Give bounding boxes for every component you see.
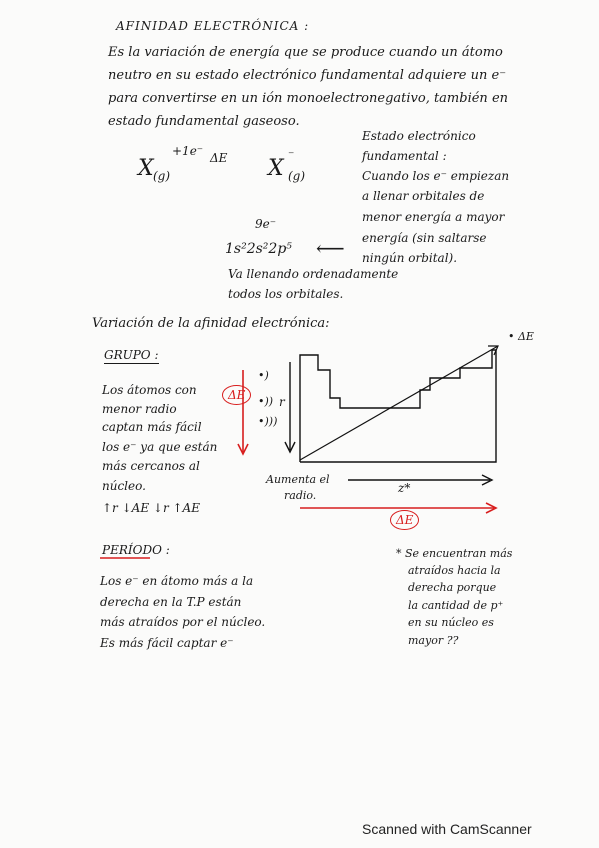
diagram-delta-circled: ΔE — [390, 510, 419, 530]
note-line-6: mayor ?? — [408, 634, 459, 647]
group-text-4: los e⁻ ya que están — [102, 440, 218, 454]
note-line-5: en su núcleo es — [408, 616, 494, 629]
atom-medium: •)) — [258, 395, 274, 408]
periodic-steps — [300, 350, 496, 462]
top-right-delta: • ΔE — [508, 330, 534, 343]
product-symbol: X — [268, 156, 284, 181]
group-rule: ↑r ↓AE ↓r ↑AE — [102, 501, 200, 515]
ground-state-line-7: ningún orbital). — [362, 251, 458, 265]
intro-line-3: para convertirse en un ión monoelectronegativo, también en — [108, 91, 509, 106]
ground-state-line-2: fundamental : — [362, 149, 447, 163]
period-heading: PERÍODO : — [102, 543, 170, 557]
group-heading: GRUPO : — [104, 348, 159, 362]
period-text-3: más atraídos por el núcleo. — [100, 615, 266, 629]
group-text-6: núcleo. — [102, 479, 146, 493]
atom-small: •) — [258, 369, 269, 382]
group-delta-circled: ΔE — [222, 385, 251, 405]
group-text-5: más cercanos al — [102, 459, 200, 473]
diagonal-trend — [300, 346, 498, 460]
reactant-state: (g) — [153, 169, 171, 183]
electron-count: 9e⁻ — [255, 217, 277, 231]
period-text-2: derecha en la T.P están — [100, 595, 242, 609]
variation-title: Variación de la afinidad electrónica: — [92, 316, 330, 331]
config-note-2: todos los orbitales. — [228, 287, 344, 301]
ground-state-line-3: Cuando los e⁻ empiezan — [362, 169, 510, 183]
product-state: (g) — [288, 169, 306, 183]
period-text-1: Los e⁻ en átomo más a la — [100, 574, 254, 588]
intro-line-2: neutro en su estado electrónico fundamental adquiere un e⁻ — [108, 68, 507, 83]
delta-e-label: ΔE — [210, 151, 228, 165]
config-arrow: ⟵ — [316, 236, 345, 260]
period-text-4: Es más fácil captar e⁻ — [100, 636, 234, 650]
reactant-symbol: X — [138, 156, 154, 181]
group-text-1: Los átomos con — [102, 383, 197, 397]
intro-line-1: Es la variación de energía que se produce cuando un átomo — [108, 45, 503, 60]
atom-large: •))) — [258, 415, 278, 428]
page-title: AFINIDAD ELECTRÓNICA : — [116, 19, 310, 33]
group-text-3: captan más fácil — [102, 420, 202, 434]
radius-label: r — [279, 395, 285, 409]
intro-line-4: estado fundamental gaseoso. — [108, 114, 300, 129]
increase-radius-1: Aumenta el — [266, 473, 330, 486]
ground-state-line-1: Estado electrónico — [362, 129, 476, 143]
config-note-1: Va llenando ordenadamente — [228, 267, 399, 281]
ground-state-line-4: a llenar orbitales de — [362, 189, 485, 203]
increase-radius-2: radio. — [284, 489, 317, 502]
zstar-label: z* — [398, 481, 411, 495]
ground-state-line-6: energía (sin saltarse — [362, 231, 487, 245]
note-line-1: * Se encuentran más — [396, 547, 513, 560]
electron-configuration: 1s²2s²2p⁵ — [225, 241, 292, 257]
note-line-3: derecha porque — [408, 581, 497, 594]
note-line-4: la cantidad de p⁺ — [408, 599, 504, 612]
group-text-2: menor radio — [102, 402, 177, 416]
ground-state-line-5: menor energía a mayor — [362, 210, 505, 224]
electron-label: +1e⁻ — [172, 144, 204, 158]
note-line-2: atraídos hacia la — [408, 564, 501, 577]
product-charge: ⁻ — [288, 148, 295, 162]
camscanner-watermark: Scanned with CamScanner — [362, 821, 532, 837]
